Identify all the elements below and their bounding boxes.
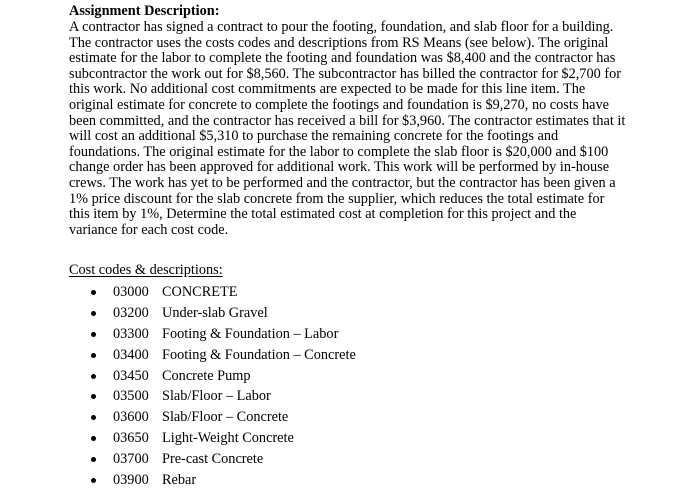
cost-code-description: Slab/Floor – Labor	[162, 388, 271, 405]
cost-code-item	[69, 428, 689, 449]
cost-code-description: Under-slab Gravel	[162, 304, 268, 321]
assignment-description	[69, 20, 689, 238]
cost-code-description: Pre-cast Concrete	[162, 451, 264, 468]
cost-code: 03650	[113, 430, 149, 447]
cost-code-description: Concrete Pump	[162, 367, 251, 384]
cost-code-description: Slab/Floor – Concrete	[162, 409, 289, 426]
bullet-icon	[91, 311, 96, 316]
description-line: A contractor has signed a contract to pour the footing, foundation, and slab floor for a building.	[69, 19, 614, 35]
description-line: this item by 1%, Determine the total estimated cost at completion for this project and the	[69, 206, 577, 223]
cost-code-description: Footing & Foundation – Concrete	[162, 346, 356, 363]
bullet-icon	[91, 478, 96, 483]
cost-code-item	[69, 449, 689, 470]
cost-code-item	[69, 366, 689, 387]
description-line: will cost an additional $5,310 to purchase the remaining concrete for the footings and	[69, 128, 559, 145]
cost-code: 03200	[113, 304, 149, 321]
cost-code-item	[69, 407, 689, 428]
cost-code-description: Footing & Foundation – Labor	[162, 325, 339, 342]
bullet-icon	[91, 290, 96, 295]
cost-code-item	[69, 345, 689, 366]
description-line: this work. No additional cost commitments are expected to be made for this line item. The	[69, 81, 586, 98]
document-page	[69, 3, 689, 491]
cost-code: 03000	[113, 283, 149, 300]
cost-code-description: CONCRETE	[162, 283, 238, 300]
cost-codes-heading: Cost codes & descriptions:	[69, 262, 223, 279]
description-line: estimate for the labor to complete the footing and foundation was $8,400 and the contractor has	[69, 50, 616, 67]
description-line: original estimate for concrete to complete the footings and foundation is $9,270, no costs have	[69, 96, 609, 113]
cost-code: 03400	[113, 346, 149, 363]
description-line: change order has been approved for additional work. This work will be performed by in-house	[69, 159, 610, 176]
description-line: been committed, and the contractor has received a bill for $3,960. The contractor estimates that it	[69, 112, 626, 129]
cost-code-item	[69, 282, 689, 303]
bullet-icon	[91, 353, 96, 358]
bullet-icon	[91, 332, 96, 337]
cost-code-item	[69, 470, 689, 491]
description-line: variance for each cost code.	[69, 221, 229, 238]
description-line: subcontractor the work out for $8,560. The subcontractor has billed the contractor for $2,700 for	[69, 65, 621, 82]
cost-code: 03300	[113, 325, 149, 342]
cost-code: 03600	[113, 409, 149, 426]
description-line: foundations. The original estimate for the labor to complete the slab floor is $20,000 and $100	[69, 143, 609, 160]
bullet-icon	[91, 436, 96, 441]
cost-code: 03450	[113, 367, 149, 384]
description-line: The contractor uses the costs codes and descriptions from RS Means (see below). The original	[69, 34, 609, 51]
cost-code: 03900	[113, 472, 149, 489]
bullet-icon	[91, 374, 96, 379]
bullet-icon	[91, 415, 96, 420]
cost-code-item	[69, 386, 689, 407]
cost-code-item	[69, 324, 689, 345]
cost-code-item	[69, 303, 689, 324]
cost-code: 03500	[113, 388, 149, 405]
cost-code-description: Rebar	[162, 472, 197, 489]
cost-code-description: Light-Weight Concrete	[162, 430, 294, 447]
cost-codes-list	[69, 282, 689, 491]
description-line: 1% price discount for the slab concrete from the supplier, which reduces the total estimate for	[69, 190, 605, 207]
description-line: crews. The work has yet to be performed and the contractor, but the contractor has been given a	[69, 174, 616, 191]
bullet-icon	[91, 394, 96, 399]
bullet-icon	[91, 457, 96, 462]
cost-code: 03700	[113, 451, 149, 468]
assignment-heading: Assignment Description:	[69, 3, 220, 19]
